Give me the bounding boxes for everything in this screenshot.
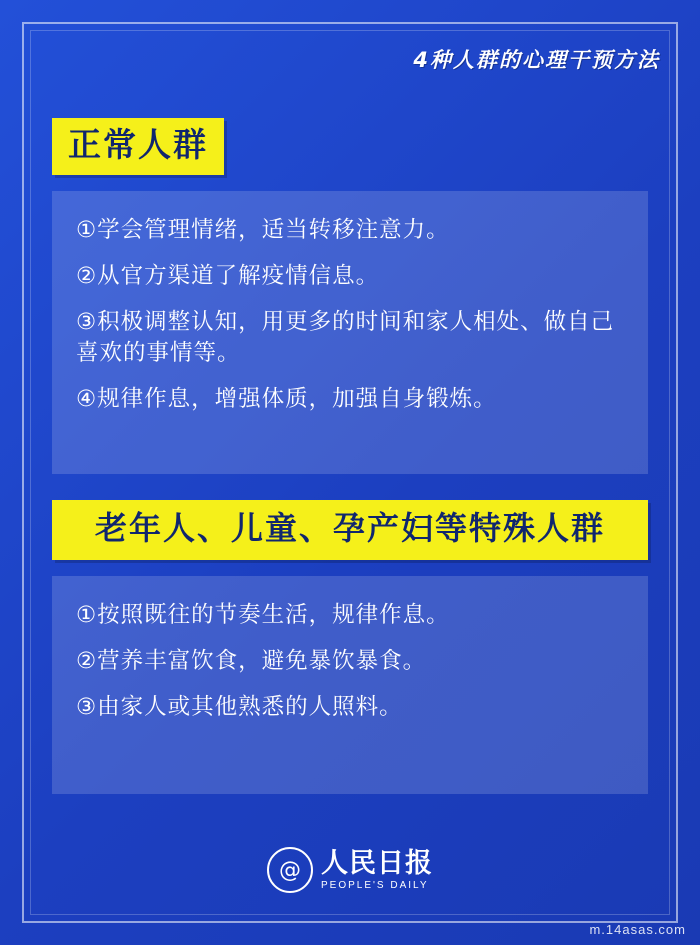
publisher-name-cn: 人民日报 [321, 847, 433, 879]
list-item: ③由家人或其他熟悉的人照料。 [76, 693, 403, 720]
list-item: ①学会管理情绪，适当转移注意力。 [76, 216, 450, 243]
watermark: m.14asas.com [589, 922, 686, 937]
list-item: ①按照既往的节奏生活，规律作息。 [76, 601, 450, 628]
list-item: ②从官方渠道了解疫情信息。 [76, 262, 380, 289]
section-body-special [52, 576, 648, 794]
section-body-normal [52, 191, 648, 475]
content-area [52, 118, 648, 820]
section-special-group [52, 500, 648, 793]
section-title-special: 老年人、儿童、孕产妇等特殊人群 [52, 500, 648, 560]
publisher-logo [267, 847, 433, 893]
footer [0, 847, 700, 893]
section-title-normal: 正常人群 [52, 118, 224, 175]
publisher-name-en: PEOPLE'S DAILY [321, 880, 429, 892]
list-item: ④规律作息，增强体质，加强自身锻炼。 [76, 386, 497, 413]
section-normal-group [52, 118, 648, 474]
list-item: ③积极调整认知，用更多的时间和家人相处、做自己喜欢的事情等。 [76, 308, 615, 367]
publisher-name-block [321, 849, 433, 892]
at-symbol-icon: @ [267, 847, 313, 893]
page-title: 4种人群的心理干预方法 [413, 48, 660, 72]
list-item: ②营养丰富饮食，避免暴饮暴食。 [76, 647, 427, 674]
